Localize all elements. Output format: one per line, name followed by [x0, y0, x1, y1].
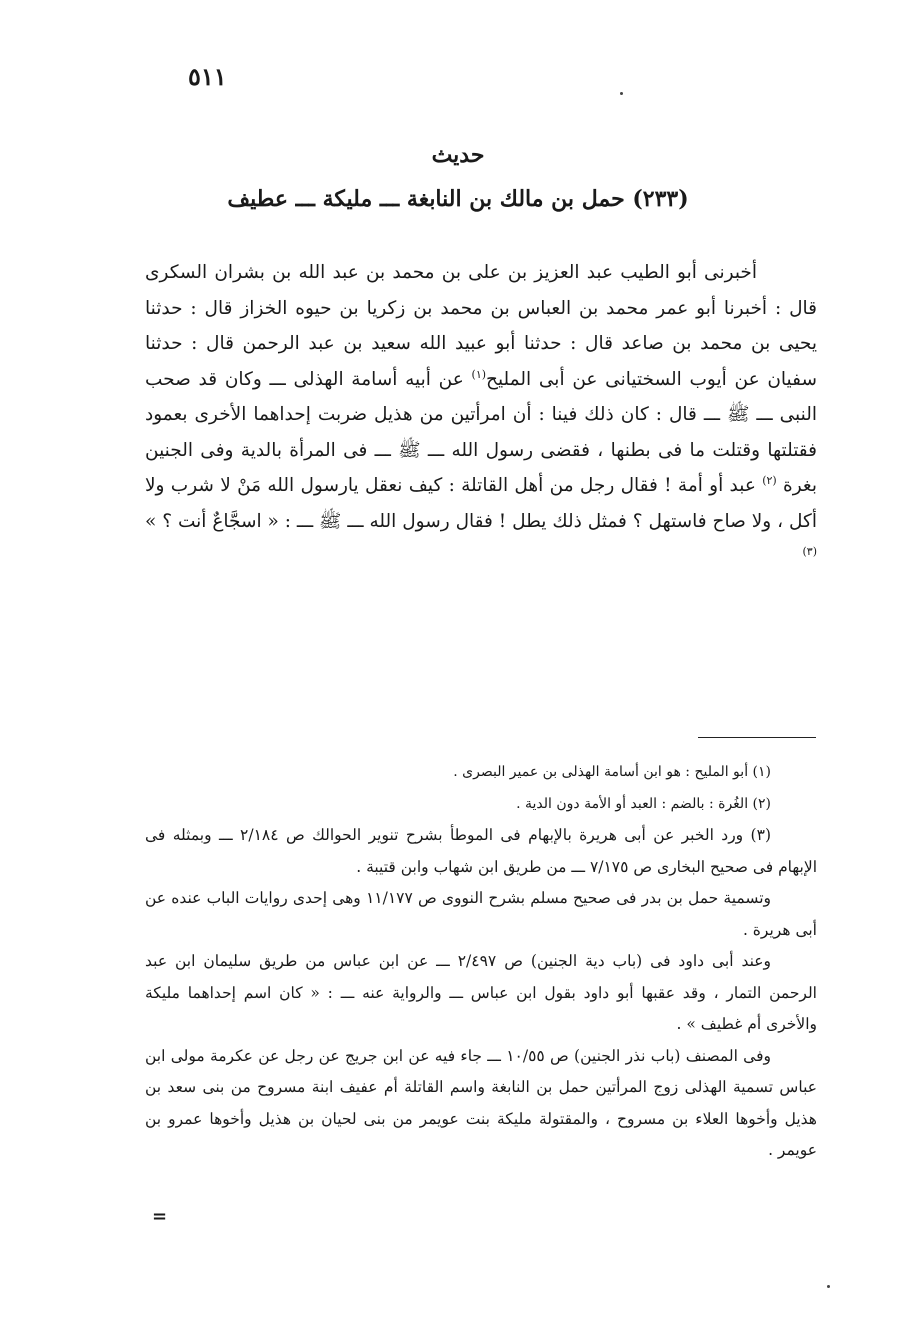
- footnote-2: (٢) الغُرة : بالضم : العبد أو الأمة دون الدية .: [516, 795, 771, 812]
- text-run-3: عبد أو أمة ! فقال رجل من أهل القاتلة : كيف نعقل يارسول الله مَنْ لا شرب ولا أكل ، ولا صاح فاستهل ؟ فمثل ذلك يطل ! فقال رسول الله ـــ ﷺ ـــ : « اسجَّاعٌ أنت ؟ »: [145, 475, 817, 532]
- footnote-ref-3: (٣): [802, 544, 817, 558]
- text-run-2: عن أبيه أسامة الهذلى ـــ وكان قد صحب النبى ـــ ﷺ ـــ قال : كان ذلك فينا : أن امرأتين من هذيل ضربت إحداهما الأخرى بعمود فقتلتها وقتلت ما فى بطنها ، فقضى رسول الله ـــ ﷺ ـــ فى المرأة بالدية وفى الجنين بغرة: [145, 368, 817, 496]
- main-paragraph: [145, 255, 817, 575]
- scan-speck: [827, 1285, 830, 1288]
- footnote-divider: [698, 737, 816, 738]
- section-heading: حديث: [431, 142, 485, 168]
- main-text: [145, 255, 817, 575]
- continuation-mark: =: [152, 1206, 168, 1227]
- footnote-3-part-1: (٣) ورد الخبر عن أبى هريرة بالإبهام فى الموطأ بشرح تنوير الحوالك ص ٢/١٨٤ ـــ وبمثله فى الإبهام فى صحيح البخارى ص ٧/١٧٥ ـــ من طريق ابن شهاب وابن قتيبة .: [145, 826, 817, 876]
- hadith-title: (٢٣٣) حمل بن مالك بن النابغة ـــ مليكة ـــ عطيف: [227, 186, 689, 212]
- page-number: ٥١١: [188, 62, 227, 91]
- footnote-3-part-4: وفى المصنف (باب نذر الجنين) ص ١٠/٥٥ ـــ جاء فيه عن ابن جريج عن رجل عن عكرمة مولى ابن عباس تسمية الهذلى زوج المرأتين حمل بن النابغة واسم القاتلة أم عفيف ابنة مسروح من بنى سعد بن هذيل وأخوها العلاء بن مسروح ، والمقتولة مليكة بنت عويمر من بنى لحيان بن هذيل وأخوها عمرو بن عويمر .: [145, 1046, 817, 1159]
- footnote-3-part-2: وتسمية حمل بن بدر فى صحيح مسلم بشرح النووى ص ١١/١٧٧ وهى إحدى روايات الباب عنده عن أبى هريرة .: [145, 889, 817, 939]
- scan-speck: [620, 92, 623, 95]
- text-run-1: أخبرنى أبو الطيب عبد العزيز بن على بن محمد بن عبد الله بن بشران السكرى قال : أخبرنا أبو عمر محمد بن العباس بن محمد بن زكريا بن حيوه الخزاز قال : حدثنا يحيى بن محمد بن صاعد قال : حدثنا أبو عبيد الله سعيد بن عبد الرحمن قال : حدثنا سفيان عن أيوب السختيانى عن أبى المليح: [145, 262, 817, 390]
- footnote-ref-1: (١): [471, 367, 487, 381]
- footnote-ref-2: (٢): [762, 473, 777, 487]
- footnotes: [145, 757, 817, 1167]
- footnote-1: (١) أبو المليح : هو ابن أسامة الهذلى بن عمير البصرى .: [453, 764, 771, 780]
- footnote-3-part-3: وعند أبى داود فى (باب دية الجنين) ص ٢/٤٩٧ ـــ عن ابن عباس من طريق سليمان ابن عبد الرحمن التمار ، وقد عقبها أبو داود بقول ابن عباس ـــ والرواية عنه ـــ : « كان اسم إحداهما مليكة والأخرى أم غطيف » .: [145, 952, 817, 1033]
